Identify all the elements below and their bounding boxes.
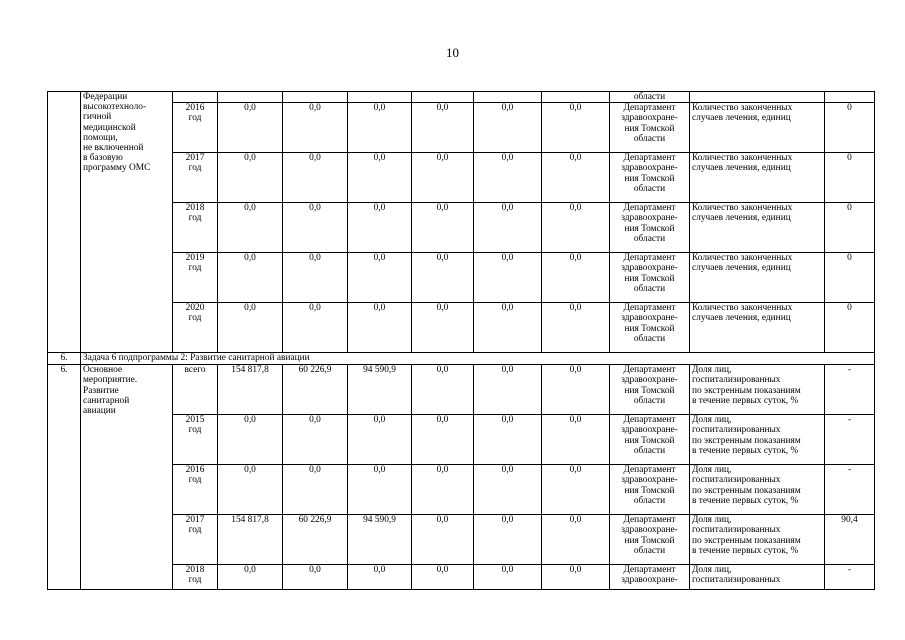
- department-cell: [610, 415, 690, 465]
- year-cell: [173, 365, 218, 415]
- amount-cell: 0,0: [348, 565, 412, 590]
- task-title-cell: Задача 6 подпрограммы 2: Развитие санитарной авиации: [81, 353, 875, 365]
- text-line: области: [633, 545, 666, 556]
- table-row: [48, 515, 875, 565]
- text-line: 2018: [185, 203, 205, 214]
- amount-cell: 0,0: [474, 465, 542, 515]
- text-line: Доля лиц,: [692, 515, 732, 526]
- text-line: Департамент: [623, 203, 676, 214]
- text-line: ния Томской: [624, 173, 675, 184]
- amount-cell: 0,0: [283, 153, 348, 203]
- amount-cell: 0,0: [283, 203, 348, 253]
- event-name-cell: [81, 92, 173, 353]
- empty-cell: [474, 92, 542, 103]
- text-line: госпитализированных: [692, 475, 781, 486]
- amount-cell: 0,0: [348, 253, 412, 303]
- text-line: год: [188, 475, 202, 486]
- department-cell: [610, 253, 690, 303]
- text-line: год: [188, 525, 202, 536]
- text-line: 2016: [185, 103, 205, 114]
- department-cell: [610, 465, 690, 515]
- amount-cell: 60 226,9: [283, 365, 348, 415]
- indicator-cell: [690, 103, 825, 153]
- text-line: год: [188, 313, 202, 324]
- table-row: [48, 365, 875, 415]
- text-line: Департамент: [623, 465, 676, 476]
- table-row: [48, 253, 875, 303]
- text-line: по экстренным показаниям: [692, 485, 801, 496]
- year-cell: [173, 103, 218, 153]
- amount-cell: 0,0: [474, 153, 542, 203]
- amount-cell: 0,0: [218, 415, 283, 465]
- amount-cell: 0,0: [474, 515, 542, 565]
- text-line: по экстренным показаниям: [692, 385, 801, 396]
- empty-cell: [825, 92, 875, 103]
- text-line: Количество законченных: [692, 253, 793, 264]
- indicator-value-cell: 0: [825, 103, 875, 153]
- text-line: Количество законченных: [692, 203, 793, 214]
- department-cell: [610, 203, 690, 253]
- text-line: 2019: [185, 253, 205, 264]
- amount-cell: 0,0: [348, 465, 412, 515]
- text-line: области: [633, 133, 666, 144]
- amount-cell: 0,0: [542, 203, 610, 253]
- empty-cell: [690, 92, 825, 103]
- table-row: [48, 153, 875, 203]
- task-row: [48, 353, 875, 365]
- table-body: [48, 92, 875, 590]
- indicator-cell: [690, 515, 825, 565]
- text-line: области: [633, 183, 666, 194]
- text-line: 2015: [185, 415, 205, 426]
- year-cell: [173, 515, 218, 565]
- task-number-cell: 6.: [48, 353, 81, 365]
- text-line: Департамент: [623, 415, 676, 426]
- amount-cell: 0,0: [348, 415, 412, 465]
- amount-cell: 154 817,8: [218, 365, 283, 415]
- indicator-value-cell: -: [825, 565, 875, 590]
- text-line: не включенной: [83, 143, 144, 154]
- text-line: Департамент: [623, 103, 676, 114]
- amount-cell: 0,0: [283, 415, 348, 465]
- text-line: Доля лиц,: [692, 465, 732, 476]
- text-line: Департамент: [623, 565, 676, 576]
- text-line: год: [188, 213, 202, 224]
- text-line: Департамент: [623, 153, 676, 164]
- amount-cell: 154 817,8: [218, 515, 283, 565]
- amount-cell: 0,0: [412, 153, 474, 203]
- text-line: области: [633, 283, 666, 294]
- text-line: ния Томской: [624, 273, 675, 284]
- indicator-value-cell: 0: [825, 153, 875, 203]
- text-line: в течение первых суток, %: [692, 545, 799, 556]
- indicator-cell: [690, 415, 825, 465]
- amount-cell: 0,0: [474, 365, 542, 415]
- text-line: ния Томской: [624, 535, 675, 546]
- empty-cell: [542, 92, 610, 103]
- amount-cell: 0,0: [348, 103, 412, 153]
- amount-cell: 0,0: [218, 565, 283, 590]
- empty-cell: [283, 92, 348, 103]
- amount-cell: 0,0: [542, 153, 610, 203]
- empty-cell: [412, 92, 474, 103]
- amount-cell: 0,0: [283, 253, 348, 303]
- amount-cell: 0,0: [542, 253, 610, 303]
- text-line: здравоохране-: [621, 163, 678, 174]
- amount-cell: 0,0: [474, 565, 542, 590]
- amount-cell: 0,0: [474, 203, 542, 253]
- amount-cell: 0,0: [542, 515, 610, 565]
- amount-cell: 0,0: [542, 415, 610, 465]
- text-line: программу ОМС: [83, 163, 151, 174]
- text-line: госпитализированных: [692, 425, 781, 436]
- amount-cell: 0,0: [412, 515, 474, 565]
- amount-cell: 0,0: [283, 465, 348, 515]
- text-line: случаев лечения, единиц: [692, 313, 791, 324]
- amount-cell: 94 590,9: [348, 515, 412, 565]
- amount-cell: 0,0: [218, 303, 283, 353]
- year-cell: [173, 565, 218, 590]
- text-line: гичной: [83, 112, 112, 123]
- department-cell: [610, 565, 690, 590]
- department-cell: [610, 365, 690, 415]
- indicator-value-cell: 90,4: [825, 515, 875, 565]
- text-line: госпитализированных: [692, 375, 781, 386]
- text-line: случаев лечения, единиц: [692, 163, 791, 174]
- text-line: области: [633, 395, 666, 406]
- year-cell: [173, 253, 218, 303]
- amount-cell: 0,0: [283, 303, 348, 353]
- text-line: здравоохране-: [621, 425, 678, 436]
- department-cell: [610, 103, 690, 153]
- year-cell: [173, 303, 218, 353]
- amount-cell: 0,0: [283, 103, 348, 153]
- amount-cell: 0,0: [412, 365, 474, 415]
- table-row: [48, 203, 875, 253]
- text-line: 2018: [185, 565, 205, 576]
- indicator-value-cell: -: [825, 415, 875, 465]
- text-line: год: [188, 263, 202, 274]
- amount-cell: 0,0: [412, 103, 474, 153]
- year-cell: [173, 203, 218, 253]
- text-line: год: [188, 575, 202, 586]
- text-line: госпитализированных: [692, 525, 781, 536]
- department-cell: [610, 515, 690, 565]
- amount-cell: 60 226,9: [283, 515, 348, 565]
- text-line: здравоохране-: [621, 213, 678, 224]
- department-cell: [610, 153, 690, 203]
- year-cell: [173, 465, 218, 515]
- text-line: области: [633, 92, 666, 102]
- text-line: Департамент: [623, 303, 676, 314]
- text-line: Количество законченных: [692, 303, 793, 314]
- amount-cell: 0,0: [412, 303, 474, 353]
- text-line: области: [633, 233, 666, 244]
- text-line: 2017: [185, 515, 205, 526]
- text-line: авиации: [83, 406, 116, 417]
- table-row: [48, 92, 875, 103]
- table-row: [48, 303, 875, 353]
- text-line: области: [633, 333, 666, 344]
- text-line: санитарной: [83, 395, 130, 406]
- indicator-value-cell: 0: [825, 303, 875, 353]
- text-line: здравоохране-: [621, 113, 678, 124]
- indicator-value-cell: -: [825, 365, 875, 415]
- table-row: [48, 103, 875, 153]
- text-line: Количество законченных: [692, 153, 793, 164]
- number-cell: 6.: [48, 365, 81, 590]
- text-line: ния Томской: [624, 123, 675, 134]
- table-row: [48, 415, 875, 465]
- text-line: случаев лечения, единиц: [692, 213, 791, 224]
- text-line: год: [188, 163, 202, 174]
- text-line: ния Томской: [624, 223, 675, 234]
- text-line: здравоохране-: [621, 313, 678, 324]
- amount-cell: 0,0: [348, 303, 412, 353]
- text-line: Основное: [83, 365, 123, 376]
- text-line: Доля лиц,: [692, 365, 732, 376]
- indicator-cell: [690, 153, 825, 203]
- text-line: ния Томской: [624, 323, 675, 334]
- text-line: Департамент: [623, 365, 676, 376]
- text-line: Департамент: [623, 515, 676, 526]
- indicator-cell: [690, 465, 825, 515]
- empty-cell: [348, 92, 412, 103]
- amount-cell: 0,0: [412, 415, 474, 465]
- amount-cell: 0,0: [283, 565, 348, 590]
- indicator-cell: [690, 203, 825, 253]
- text-line: ния Томской: [624, 435, 675, 446]
- text-line: в базовую: [83, 153, 123, 164]
- text-line: всего: [184, 365, 206, 376]
- number-cell: [48, 92, 81, 353]
- text-line: медицинской: [83, 122, 136, 133]
- text-line: Количество законченных: [692, 103, 793, 114]
- text-line: в течение первых суток, %: [692, 445, 799, 456]
- text-line: случаев лечения, единиц: [692, 263, 791, 274]
- text-line: случаев лечения, единиц: [692, 113, 791, 124]
- text-line: здравоохране-: [621, 475, 678, 486]
- text-line: 2020: [185, 303, 205, 314]
- text-line: высокотехноло-: [83, 102, 147, 113]
- amount-cell: 0,0: [542, 103, 610, 153]
- empty-cell: [218, 92, 283, 103]
- text-line: помощи,: [83, 132, 118, 143]
- text-line: в течение первых суток, %: [692, 395, 799, 406]
- text-line: здравоохране-: [621, 575, 678, 586]
- text-line: Федерации: [83, 92, 128, 102]
- text-line: здравоохране-: [621, 263, 678, 274]
- amount-cell: 94 590,9: [348, 365, 412, 415]
- event-name-cell: [81, 365, 173, 590]
- amount-cell: 0,0: [412, 203, 474, 253]
- department-cell: [610, 92, 690, 103]
- amount-cell: 0,0: [218, 465, 283, 515]
- text-line: области: [633, 445, 666, 456]
- text-line: в течение первых суток, %: [692, 495, 799, 506]
- text-line: области: [633, 495, 666, 506]
- text-line: Доля лиц,: [692, 565, 732, 576]
- text-line: госпитализированных: [692, 575, 781, 586]
- indicator-value-cell: -: [825, 465, 875, 515]
- amount-cell: 0,0: [218, 153, 283, 203]
- year-cell: [173, 153, 218, 203]
- amount-cell: 0,0: [474, 303, 542, 353]
- amount-cell: 0,0: [412, 565, 474, 590]
- text-line: по экстренным показаниям: [692, 535, 801, 546]
- indicator-cell: [690, 565, 825, 590]
- program-table: [47, 91, 875, 590]
- table-row: [48, 465, 875, 515]
- indicator-cell: [690, 365, 825, 415]
- text-line: здравоохране-: [621, 375, 678, 386]
- text-line: год: [188, 113, 202, 124]
- amount-cell: 0,0: [474, 415, 542, 465]
- empty-cell: [173, 92, 218, 103]
- amount-cell: 0,0: [218, 203, 283, 253]
- year-cell: [173, 415, 218, 465]
- amount-cell: 0,0: [412, 465, 474, 515]
- text-line: 2016: [185, 465, 205, 476]
- amount-cell: 0,0: [348, 153, 412, 203]
- amount-cell: 0,0: [218, 103, 283, 153]
- amount-cell: 0,0: [474, 253, 542, 303]
- text-line: Развитие: [83, 385, 119, 396]
- text-line: ния Томской: [624, 485, 675, 496]
- amount-cell: 0,0: [348, 203, 412, 253]
- text-line: по экстренным показаниям: [692, 435, 801, 446]
- indicator-value-cell: 0: [825, 203, 875, 253]
- amount-cell: 0,0: [474, 103, 542, 153]
- amount-cell: 0,0: [412, 253, 474, 303]
- indicator-value-cell: 0: [825, 253, 875, 303]
- text-line: Департамент: [623, 253, 676, 264]
- text-line: Доля лиц,: [692, 415, 732, 426]
- text-line: 2017: [185, 153, 205, 164]
- indicator-cell: [690, 253, 825, 303]
- amount-cell: 0,0: [218, 253, 283, 303]
- department-cell: [610, 303, 690, 353]
- amount-cell: 0,0: [542, 465, 610, 515]
- text-line: год: [188, 425, 202, 436]
- indicator-cell: [690, 303, 825, 353]
- amount-cell: 0,0: [542, 365, 610, 415]
- text-line: мероприятие.: [83, 375, 138, 386]
- text-line: ния Томской: [624, 385, 675, 396]
- amount-cell: 0,0: [542, 565, 610, 590]
- table-row: [48, 565, 875, 590]
- text-line: здравоохране-: [621, 525, 678, 536]
- amount-cell: 0,0: [542, 303, 610, 353]
- page-number: 10: [446, 45, 459, 60]
